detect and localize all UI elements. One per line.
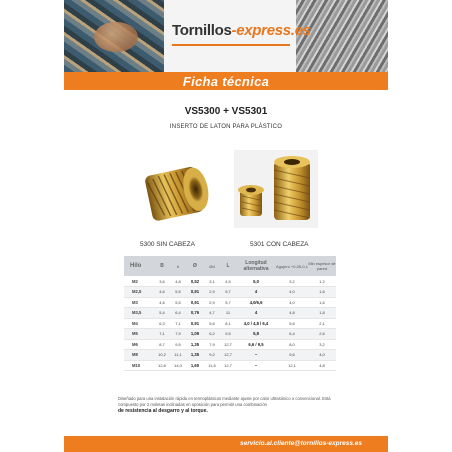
table-row: [124, 308, 336, 319]
spec-cell: 12,6: [154, 360, 170, 371]
spec-cell: 0,52: [186, 276, 204, 287]
tools-photo: [64, 0, 164, 72]
spec-table: [124, 256, 336, 371]
spec-cell: 1,6: [308, 287, 336, 298]
spec-cell: 2,9: [204, 297, 220, 308]
table-header-row: [124, 256, 336, 276]
spec-cell: –: [236, 360, 276, 371]
spec-cell: 4,5: [220, 276, 236, 287]
insert-without-head-image: [138, 152, 218, 230]
spec-cell: 4,0: [276, 297, 308, 308]
spec-cell: 0,76: [186, 308, 204, 319]
spec-cell: 9,5: [220, 329, 236, 340]
thread-cell: M10: [124, 360, 154, 371]
spec-cell: 9,5: [170, 339, 186, 350]
description-text: Diseñado para una instalación rápida en termoplásticos mediante ajuste por calor ultrasónico o convencional. Está compuesto por 2 moletas inclinadas en oposición para permitir una combinación: [118, 396, 331, 407]
thread-cell: M3: [124, 297, 154, 308]
spec-cell: 0,91: [186, 287, 204, 298]
spec-cell: 12,7: [220, 360, 236, 371]
spec-cell: 5,7: [220, 287, 236, 298]
spec-cell: 4,6: [154, 297, 170, 308]
header-inner-diameter: Ød: [204, 256, 220, 276]
spec-cell: 9,6: [276, 350, 308, 361]
thread-cell: M6: [124, 339, 154, 350]
spec-cell: 6,3: [154, 318, 170, 329]
spec-cell: 3,1: [204, 276, 220, 287]
table-row: [124, 318, 336, 329]
spec-cell: 12,7: [220, 350, 236, 361]
table-row: [124, 360, 336, 371]
spec-cell: 8,7: [154, 339, 170, 350]
spec-cell: 5,6: [204, 318, 220, 329]
header-wall: Min espesor de pared: [308, 256, 336, 276]
spec-cell: 12,1: [276, 360, 308, 371]
spec-cell: 11,1: [170, 350, 186, 361]
spec-cell: 3,2: [308, 339, 336, 350]
spec-table-body: [124, 276, 336, 371]
spec-cell: 1,8: [308, 308, 336, 319]
caption-with-head: 5301 CON CABEZA: [250, 241, 309, 248]
brand-name-accent: -express.es: [231, 22, 311, 39]
spec-cell: 1,09: [186, 329, 204, 340]
spec-cell: 7,9: [204, 339, 220, 350]
insert-with-head-image: [234, 150, 318, 228]
spec-cell: 6,4: [170, 308, 186, 319]
product-subtitle: INSERTO DE LATON PARA PLÁSTICO: [169, 124, 283, 130]
spec-cell: 14,0: [170, 360, 186, 371]
spec-cell: 1,35: [186, 339, 204, 350]
spec-cell: 2,1: [308, 318, 336, 329]
spec-cell: 5,0: [236, 276, 276, 287]
spec-cell: 3,6: [154, 276, 170, 287]
spec-cell: 6,4: [276, 329, 308, 340]
spec-cell: 6,2: [204, 329, 220, 340]
thread-cell: M4: [124, 318, 154, 329]
spec-cell: 1,60: [186, 360, 204, 371]
spec-cell: 4,0/6,6: [236, 297, 276, 308]
spec-cell: 4,7: [204, 308, 220, 319]
spec-cell: 10,2: [154, 350, 170, 361]
description-emphasis: de resistencia al desgarro y al torque.: [118, 408, 208, 414]
header-length: L: [220, 256, 236, 276]
header-b-lower: b: [170, 256, 186, 276]
thread-cell: M5: [124, 329, 154, 340]
spec-cell: 4: [236, 287, 276, 298]
spec-cell: 7,1: [154, 329, 170, 340]
spec-cell: 7,9: [170, 329, 186, 340]
spec-cell: 12,7: [220, 339, 236, 350]
spec-cell: 4,8: [308, 360, 336, 371]
spec-cell: 0,91: [186, 318, 204, 329]
table-row: [124, 297, 336, 308]
spec-cell: 11,6: [204, 360, 220, 371]
thread-cell: M2: [124, 276, 154, 287]
spec-cell: 2,6: [308, 329, 336, 340]
thread-cell: M2,5: [124, 287, 154, 298]
spec-cell: 4,6: [154, 287, 170, 298]
table-row: [124, 287, 336, 298]
spec-cell: 5,6: [276, 318, 308, 329]
brand-logo[interactable]: [172, 22, 311, 39]
brand-underline: [172, 44, 290, 46]
table-row: [124, 350, 336, 361]
spec-cell: 6,6 / 9,5: [236, 339, 276, 350]
spec-cell: 11: [220, 308, 236, 319]
footer-bar: [64, 436, 388, 452]
spec-cell: 1,35: [186, 350, 204, 361]
thread-cell: M8: [124, 350, 154, 361]
product-description: [118, 396, 344, 414]
table-row: [124, 339, 336, 350]
spec-cell: –: [236, 350, 276, 361]
header-diameter: Ø: [186, 256, 204, 276]
spec-cell: 4,0: [308, 350, 336, 361]
spec-cell: 7,1: [170, 318, 186, 329]
section-ribbon: [64, 72, 388, 90]
spec-cell: 9,2: [204, 350, 220, 361]
header-b-upper: B: [154, 256, 170, 276]
brand-name-main: Tornillos: [172, 22, 232, 39]
spec-cell: 4: [236, 308, 276, 319]
table-row: [124, 329, 336, 340]
caption-without-head: 5300 SIN CABEZA: [140, 241, 195, 248]
spec-cell: 4,0 / 4,8 / 6,4: [236, 318, 276, 329]
header-hole: Agujero +0,05-0,1: [276, 256, 308, 276]
header-hilo: Hilo: [124, 256, 154, 276]
spec-cell: 4,0: [276, 287, 308, 298]
spec-cell: 5,8: [236, 329, 276, 340]
ribbon-title: Ficha técnica: [182, 73, 270, 89]
spec-cell: 4,8: [276, 308, 308, 319]
spec-cell: 4,8: [170, 276, 186, 287]
table-row: [124, 276, 336, 287]
thread-cell: M3,5: [124, 308, 154, 319]
product-title: VS5300 + VS5301: [184, 106, 268, 117]
footer-email-link[interactable]: servicio.al.cliente@tornillos-express.es: [240, 440, 362, 447]
spec-cell: 0,91: [186, 297, 204, 308]
spec-cell: 5,4: [154, 308, 170, 319]
spec-cell: 8,0: [276, 339, 308, 350]
spec-cell: 1,2: [308, 276, 336, 287]
spec-cell: 5,7: [220, 297, 236, 308]
spec-cell: 3,2: [276, 276, 308, 287]
spec-cell: 5,5: [170, 297, 186, 308]
spec-cell: 1,6: [308, 297, 336, 308]
header-alt-length: Longitud alternativa: [236, 256, 276, 276]
spec-cell: 8,1: [220, 318, 236, 329]
spec-cell: 2,9: [204, 287, 220, 298]
spec-cell: 5,5: [170, 287, 186, 298]
